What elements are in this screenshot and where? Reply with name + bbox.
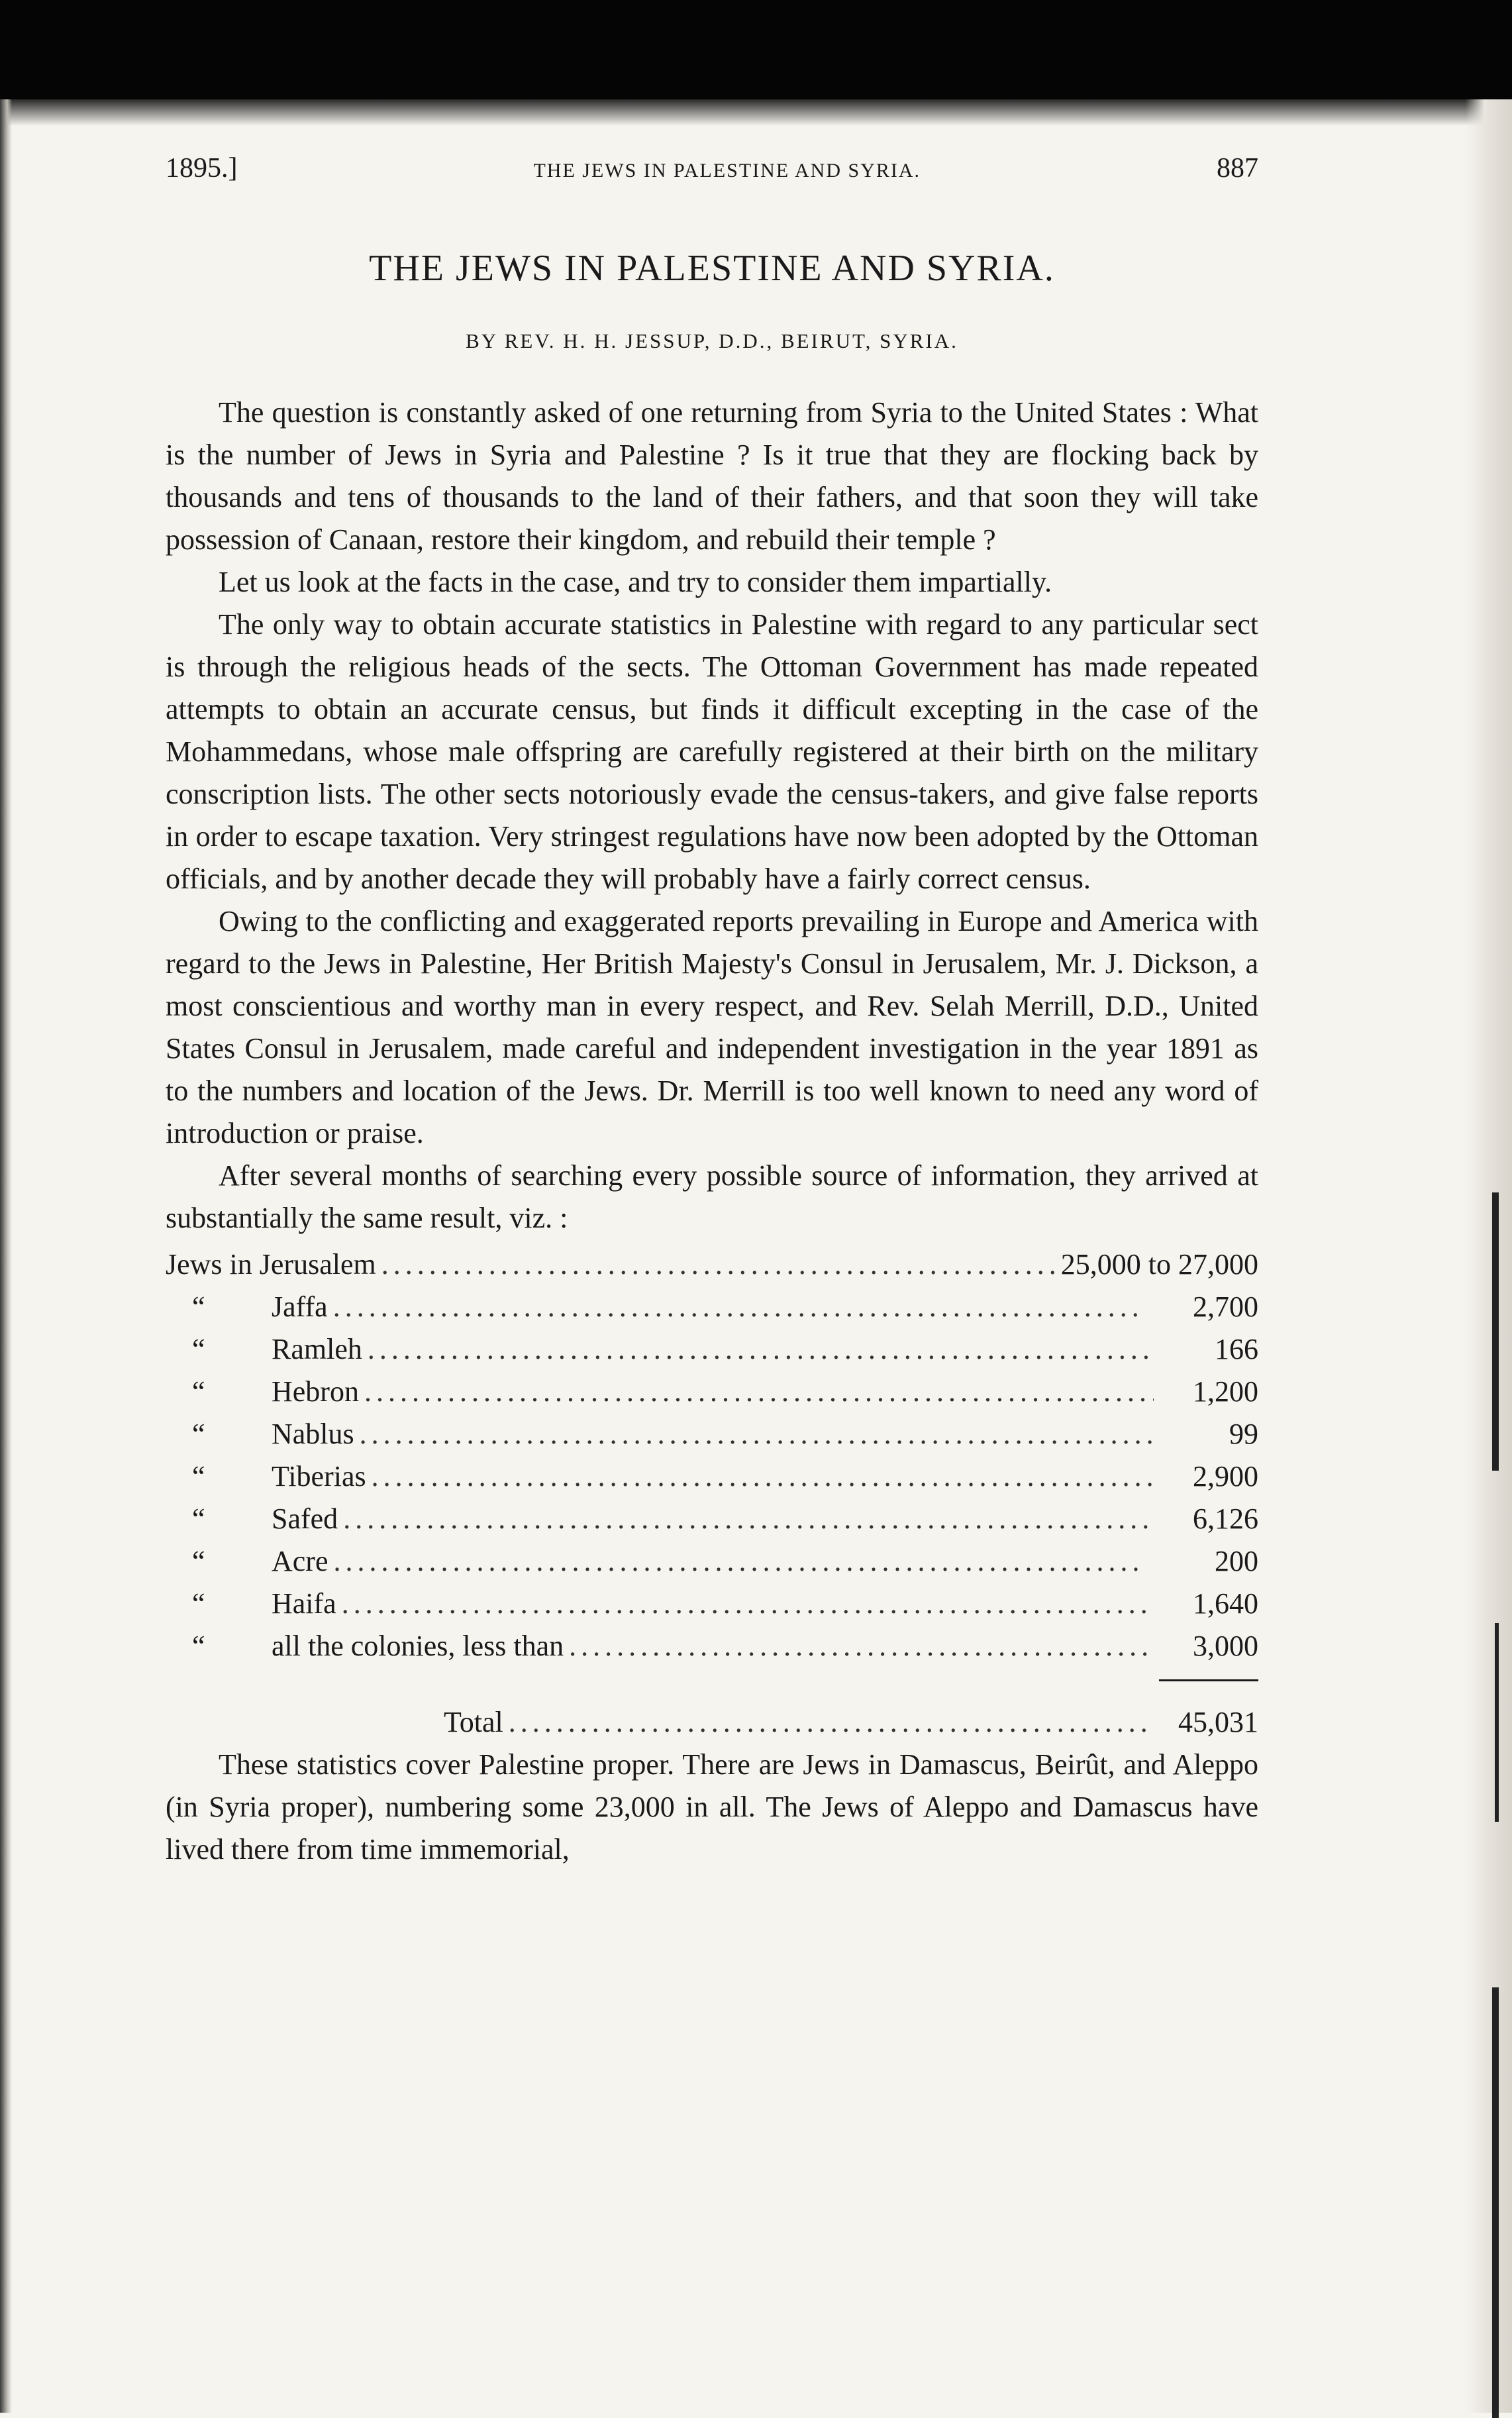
total-value: 45,031 — [1178, 1706, 1258, 1738]
ditto-mark: “ — [192, 1375, 205, 1408]
ditto-mark: “ — [192, 1630, 205, 1662]
leader-dots — [360, 1413, 1154, 1455]
row-place: Ramleh — [272, 1333, 362, 1365]
scan-right-edge — [1466, 99, 1512, 2413]
edge-mark — [1492, 1192, 1499, 1471]
population-table — [166, 1243, 1258, 1744]
row-place: Haifa — [272, 1587, 336, 1620]
row-value: 1,200 — [1193, 1375, 1258, 1408]
row-value: 1,640 — [1193, 1587, 1258, 1620]
row-value: 99 — [1229, 1418, 1258, 1450]
leader-dots — [569, 1625, 1154, 1667]
row-value: 166 — [1215, 1333, 1258, 1365]
paragraph: Let us look at the facts in the case, and try to consider them impartially. — [219, 566, 1052, 598]
edge-mark — [1495, 1623, 1499, 1822]
paragraph: After several months of searching every possible source of information, they arrived at substantially the same result, viz. : — [166, 1159, 1258, 1234]
scan-top-border — [0, 0, 1512, 99]
article-title: THE JEWS IN PALESTINE AND SYRIA. — [369, 248, 1055, 289]
row-place: Nablus — [272, 1418, 354, 1450]
row-value: 2,900 — [1193, 1460, 1258, 1493]
table-row — [166, 1243, 1258, 1286]
ditto-mark: “ — [192, 1587, 205, 1620]
row-place: Acre — [272, 1545, 328, 1577]
table-row — [166, 1328, 1258, 1371]
leader-dots — [509, 1701, 1154, 1744]
page-content — [166, 152, 1258, 1871]
row-value: 2,700 — [1193, 1290, 1258, 1323]
paragraph: Owing to the conflicting and exaggerated reports prevailing in Europe and America with regard to the Jews in Palestine, Her British Majesty's Consul in Jerusalem, Mr. J. Dickson, a most conscientious and worthy man in every respect, and Rev. Selah Merrill, D.D., United States Consul in Jerusalem, made careful and independent investigation in the year 1891 as to the numbers and location of the Jews. Dr. Merrill is too well known to need any word of introduction or praise. — [166, 905, 1258, 1149]
table-row — [166, 1498, 1258, 1540]
row-value: 6,126 — [1193, 1502, 1258, 1535]
ditto-mark: “ — [192, 1502, 205, 1535]
leader-dots — [364, 1371, 1154, 1413]
ditto-mark: “ — [192, 1290, 205, 1323]
row-place: Safed — [272, 1502, 338, 1535]
header-year: 1895.] — [166, 153, 238, 184]
paragraph: The only way to obtain accurate statistics in Palestine with regard to any particular sect is through the religious heads of the sects. The Ottoman Government has made repeated attempts to obtain an accurate census, but finds it difficult excepting in the case of the Mohammedans, whose male offspring are carefully registered at their birth on the military conscription lists. The other sects notoriously evade the census-takers, and give false reports in order to escape taxation. Very stringest regulations have now been adopted by the Ottoman officials, and by another decade they will probably have a fairly correct census. — [166, 608, 1258, 895]
table-row — [166, 1625, 1258, 1667]
table-row — [166, 1583, 1258, 1625]
table-row — [166, 1371, 1258, 1413]
edge-mark — [1492, 1987, 1499, 2418]
leader-dots — [381, 1243, 1056, 1286]
leader-dots — [334, 1540, 1154, 1583]
scan-left-edge — [0, 99, 12, 2413]
row-place: all the colonies, less than — [272, 1630, 564, 1662]
sum-rule-wrap — [166, 1679, 1258, 1681]
row-value: 25,000 to 27,000 — [1060, 1248, 1258, 1281]
table-row — [166, 1286, 1258, 1328]
closing-paragraph: These statistics cover Palestine proper. There are Jews in Damascus, Beirût, and Aleppo (in Syria proper), numbering some 23,000 in all. The Jews of Aleppo and Damascus have lived there from time immemorial, — [166, 1748, 1258, 1866]
table-row — [166, 1413, 1258, 1455]
leader-dots — [342, 1583, 1154, 1625]
leader-dots — [368, 1328, 1154, 1371]
ditto-mark: “ — [192, 1418, 205, 1450]
leader-dots — [333, 1286, 1154, 1328]
leader-dots — [372, 1455, 1154, 1498]
paragraph: The question is constantly asked of one returning from Syria to the United States : What is the number of Jews in Syria and Palestine ? Is it true that they are flocking back by thousands and tens of thousands to the land of their fathers, and that soon they will take possession of Canaan, restore their kingdom, and rebuild their temple ? — [166, 396, 1258, 556]
row-place: Hebron — [272, 1375, 359, 1408]
running-header — [166, 152, 1258, 184]
row-label: Jews in Jerusalem — [166, 1248, 376, 1281]
total-row — [444, 1701, 1258, 1744]
table-row — [166, 1540, 1258, 1583]
total-label: Total — [444, 1706, 503, 1738]
row-value: 200 — [1215, 1545, 1258, 1577]
ditto-mark: “ — [192, 1333, 205, 1365]
article-byline: BY REV. H. H. JESSUP, D.D., BEIRUT, SYRIA. — [466, 329, 958, 352]
row-place: Tiberias — [272, 1460, 366, 1493]
page-number: 887 — [1217, 153, 1258, 184]
header-title: THE JEWS IN PALESTINE AND SYRIA. — [533, 160, 921, 182]
ditto-mark: “ — [192, 1545, 205, 1577]
row-place: Jaffa — [272, 1290, 328, 1323]
table-row — [166, 1455, 1258, 1498]
sum-rule — [1159, 1679, 1258, 1681]
leader-dots — [343, 1498, 1154, 1540]
ditto-mark: “ — [192, 1460, 205, 1493]
row-value: 3,000 — [1193, 1630, 1258, 1662]
